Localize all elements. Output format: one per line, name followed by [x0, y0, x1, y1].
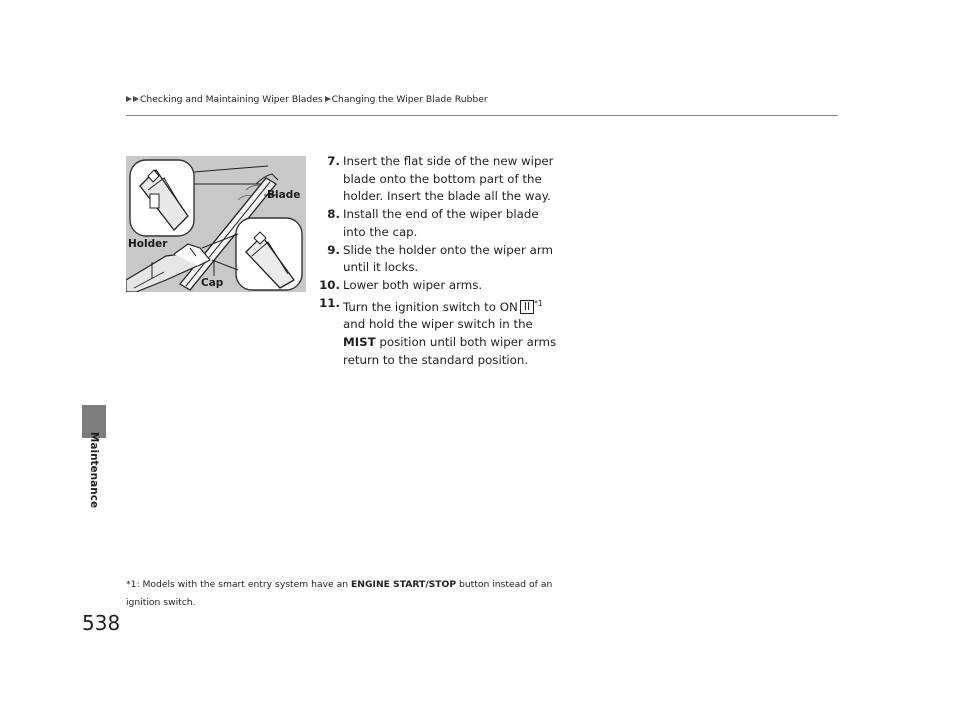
step-text — [343, 295, 562, 370]
step-item — [310, 242, 562, 277]
step-number: 9. — [327, 242, 340, 257]
step-item — [310, 153, 562, 206]
ignition-position-key: II — [520, 300, 534, 314]
breadcrumb — [126, 94, 488, 105]
step-text: Slide the holder onto the wiper arm until it locks. — [343, 242, 553, 275]
breadcrumb-item-current[interactable]: Changing the Wiper Blade Rubber — [331, 94, 488, 105]
wiper-blade-diagram — [126, 156, 306, 292]
blade-callout: Blade — [267, 189, 301, 201]
footnote-emphasis: ENGINE START/STOP — [351, 579, 457, 590]
instruction-steps — [310, 153, 562, 369]
breadcrumb-arrow-icon — [126, 96, 132, 102]
step-item — [310, 295, 562, 370]
detail-magnifier-bottom — [236, 218, 302, 290]
breadcrumb-item[interactable]: Checking and Maintaining Wiper Blades — [140, 94, 323, 105]
page-number: 538 — [82, 611, 121, 635]
step-number: 8. — [327, 207, 340, 222]
step-text-part: Turn the ignition switch to ON — [343, 299, 518, 314]
wiper-blade-illustration — [126, 156, 306, 292]
step-number: 7. — [327, 154, 340, 168]
step-item — [310, 277, 562, 295]
footnote — [126, 576, 566, 612]
step-text-part: and hold the wiper switch in the — [343, 317, 533, 332]
step-emphasis: MIST — [343, 335, 376, 350]
step-item — [310, 206, 562, 241]
footnote-text: *1: Models with the smart entry system have an — [126, 579, 352, 590]
holder-callout: Holder — [128, 238, 168, 250]
breadcrumb-arrow-icon — [325, 96, 331, 102]
detail-magnifier-top — [130, 160, 194, 236]
footnote-text: button instead of an ignition switch. — [126, 579, 553, 608]
step-number: 10. — [319, 277, 340, 292]
step-number: 11. — [319, 295, 340, 310]
header-rule — [126, 115, 838, 116]
step-text: Insert the flat side of the new wiper blade onto the bottom part of the holder. Insert the blade all the way. — [343, 154, 554, 204]
cap-callout: Cap — [201, 277, 224, 289]
section-label: Maintenance — [88, 431, 100, 509]
step-text: Install the end of the wiper blade into the cap. — [343, 207, 539, 239]
step-text: Lower both wiper arms. — [343, 277, 483, 292]
footnote-reference[interactable]: *1 — [534, 298, 543, 308]
step-text-part: position until both wiper arms return to the standard position. — [343, 335, 557, 367]
breadcrumb-arrow-icon — [133, 96, 139, 102]
